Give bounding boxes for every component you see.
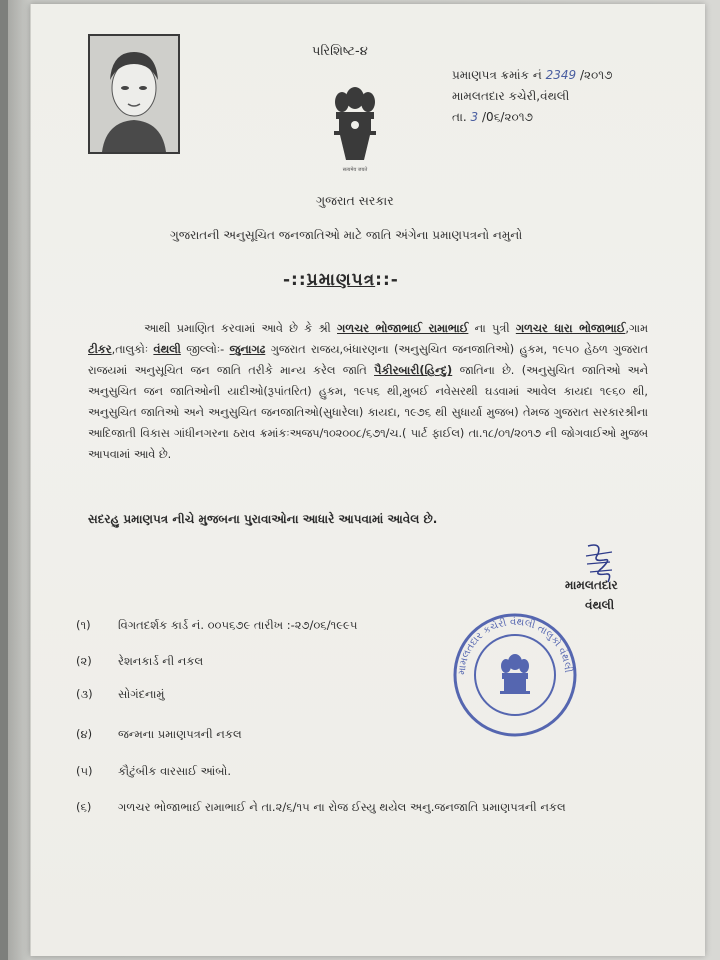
signatory-designation: મામલતદાર <box>565 578 618 592</box>
issue-date-rest: /0૬/૨૦૧૭ <box>482 110 533 124</box>
body-text-7: જાતિના છે. (અનુસુચિત જાતિઓ અને અનુસુચિત જન જાતિઓની યાદીઓ(રૂપાંતરિત) હુકમ, ૧૯૫૬ થી,મુબઈ નવેસરથી ઘડવામાં આવેલ કાયદા ૧૯૬૦ થી, અનુસુચિત જાતિઓ અને અનુસુચિત જનજાતિઓ(સુધારેલા) કાયદા, ૧૯૭૬ થી સુધાર્યા મુજબ) તેમજ ગુજરાત સરકારશ્રીના આદિજાતી વિકાસ ગાંધીનગરના ઠરાવ ક્રમાંકઃઅજપ/૧૦૨૦૦૮/૬૭૧/ચ.( પાર્ટ ફાઈલ) તા.૧૮/૦૧/૨૦૧૭ ની જોગવાઈઓ મુજબ આપવામાં આવે છે. <box>88 364 649 461</box>
list-item: (૨) રેશનકાર્ડ ની નકલ <box>76 654 204 668</box>
emblem-caption: सत्यमेव जयते <box>342 167 368 173</box>
body-text-4: ,તાલુકોઃ <box>111 343 149 356</box>
basis-statement: સદરહુ પ્રમાણપત્ર નીચે મુજબના પુરાવાઓના આધારે આપવામાં આવેલ છે. <box>88 512 438 526</box>
body-text-6: ગુજરાત રાજય,બંધારણના (અનુસુચિત જનજાતિઓ) હુકમ, ૧૯૫૦ હેઠળ ગુજરાત રાજયમાં અનુસૂચિત જન જાતિ તરીકે માન્ય કરેલ જાતિ <box>88 343 648 377</box>
father-name: ગળચર ભોજાભાઈ રામાભાઈ <box>337 322 469 335</box>
certificate-number <box>452 68 613 83</box>
body-text-2: ના પુત્રી <box>474 322 510 335</box>
government-name: ગુજરાત સરકાર <box>316 193 394 208</box>
issue-date-day: 3 <box>470 110 479 124</box>
village-name: ટીકર <box>88 343 112 356</box>
title-prefix: -:: <box>283 270 307 290</box>
body-text-1: આથી પ્રમાણિત કરવામાં આવે છે કે શ્રી <box>144 322 331 335</box>
taluka-name: વંથલી <box>153 343 181 356</box>
issuing-office: મામલતદાર કચેરી,વંથલી <box>452 89 570 103</box>
list-item: (૬) ગળચર ભોજાભાઈ રામાભાઈ ને તા.૨/૬/૧૫ ના રોજ ઈસ્યુ થયેલ અનુ.જનજાતિ પ્રમાણપત્રની નકલ <box>76 800 566 814</box>
title-text: પ્રમાણપત્ર <box>306 270 376 290</box>
applicant-photo <box>88 34 180 154</box>
annex-label: પરિશિષ્ટ-૪ <box>312 44 368 59</box>
district-name: જુનાગઢ <box>229 343 266 356</box>
certificate-title <box>283 270 399 290</box>
caste-name: પૈકીરબારી(હિન્દુ) <box>374 364 453 377</box>
certificate-number-year: /૨૦૧૭ <box>579 68 613 82</box>
daughter-name: ગળચર ધારા ભોજાભાઈ <box>515 322 626 335</box>
list-item: (૩) સોગંદનામું <box>76 687 165 701</box>
office-seal <box>452 612 578 738</box>
form-heading: ગુજરાતની અનુસૂચિત જનજાતિઓ માટે જાતિ અંગેના પ્રમાણપત્રનો નમુનો <box>170 228 523 242</box>
issue-date <box>452 110 533 125</box>
title-suffix: ::- <box>375 270 399 290</box>
signatory-place: વંથલી <box>585 598 615 612</box>
list-item: (૪) જન્મના પ્રમાણપત્રની નકલ <box>76 727 242 741</box>
issue-date-label: તા. <box>452 110 467 124</box>
body-text-3: ,ગામ <box>625 322 649 335</box>
body-text-5: જીલ્લોઃ- <box>186 343 225 356</box>
seal-text: મામલતદાર કચેરી વંથલી તાલુકો વંથલી <box>456 616 574 676</box>
list-item: (૧) વિગતદર્શક કાર્ડ નં. ૦૦૫૬૭૯ તારીખ :-૨૭/૦૬/૧૯૯૫ <box>76 618 358 632</box>
certificate-number-value: 2349 <box>545 68 577 82</box>
certificate-body <box>88 318 648 465</box>
list-item: (૫) કૌટુંબીક વારસાઈ આંબો. <box>76 764 232 778</box>
certificate-number-label: પ્રમાણપત્ર ક્રમાંક નં <box>452 68 542 82</box>
state-emblem-icon <box>330 82 380 174</box>
